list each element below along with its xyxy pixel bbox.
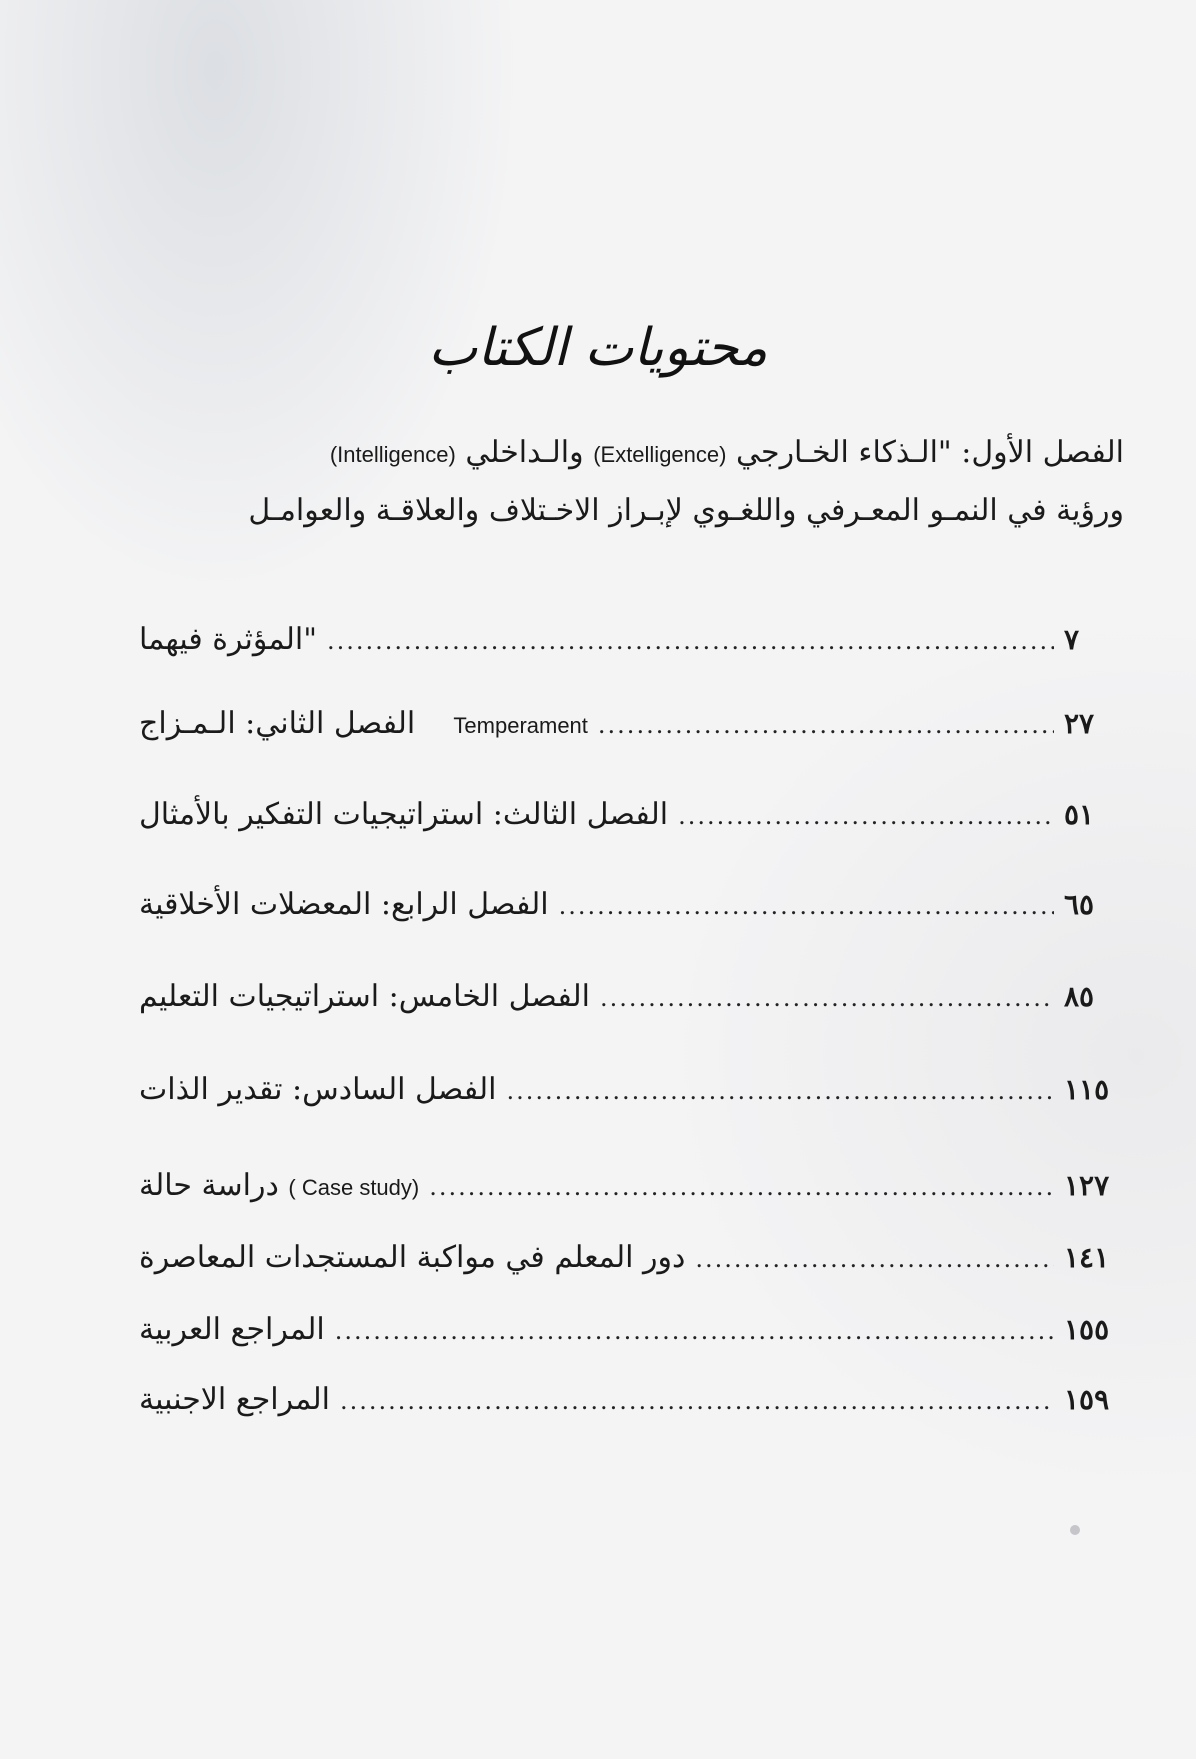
dot-leader [600, 978, 1054, 1018]
dot-leader [598, 705, 1054, 745]
page-number: ١٢٧ [1064, 1169, 1110, 1202]
toc-entry-title: الفصل الثاني: الـمـزاج Temperament [139, 706, 588, 741]
toc-entry-title: المؤثرة فيهما" [139, 622, 317, 657]
dot-leader [695, 1239, 1054, 1279]
dot-leader [327, 621, 1054, 661]
toc-entry-title: دور المعلم في مواكبة المستجدات المعاصرة [139, 1240, 686, 1275]
toc-entry-title: الفصل السادس: تقدير الذات [139, 1072, 497, 1107]
toc-entry-title: المراجع العربية [139, 1312, 325, 1347]
page-number: ٢٧ [1064, 707, 1095, 740]
dot-leader [429, 1167, 1054, 1207]
toc-entry-chapter-1 [139, 425, 1124, 539]
paper-smudge [1070, 1525, 1080, 1535]
toc-entry-chapter-5 [139, 977, 1124, 1018]
page-number: ٥١ [1064, 798, 1095, 831]
toc-entry-chapter-4 [139, 885, 1124, 926]
dot-leader [335, 1311, 1054, 1351]
toc-entry-case-study [139, 1166, 1124, 1208]
dot-leader [678, 796, 1054, 836]
page-title: محتويات الكتاب [428, 318, 768, 378]
toc-entry-title: الفصل الرابع: المعضلات الأخلاقية [139, 887, 549, 922]
toc-entry-arabic-references [139, 1310, 1124, 1351]
page-number: ٧ [1064, 623, 1080, 656]
page-number: ١١٥ [1064, 1073, 1110, 1106]
toc-entry-title: الفصل الخامس: استراتيجيات التعليم [139, 979, 590, 1014]
dot-leader [340, 1381, 1054, 1421]
dot-leader [506, 1071, 1054, 1111]
toc-entry-title: دراسة حالة ( Case study) [139, 1168, 420, 1203]
toc-entry-foreign-references [139, 1380, 1124, 1421]
page-number: ٨٥ [1064, 980, 1095, 1013]
toc-entry-title: الفصل الثالث: استراتيجيات التفكير بالأمثال [139, 797, 669, 832]
chapter-1-line-1: الفصل الأول: "الـذكاء الخـارجي (Extelligence) والـداخلي (Intelligence) [329, 435, 1124, 470]
chapter-1-line-2: ورؤية في النمـو المعـرفي واللغـوي لإبـراز الاخـتلاف والعلاقـة والعوامـل [248, 493, 1124, 528]
page-number: ١٤١ [1064, 1241, 1110, 1274]
toc-entry-chapter-6 [139, 1070, 1124, 1111]
dot-leader [559, 886, 1054, 926]
page-number: ٦٥ [1064, 888, 1095, 921]
toc-entry-teacher-role [139, 1238, 1124, 1279]
toc-entry-title: المراجع الاجنبية [139, 1382, 330, 1417]
page-number: ١٥٥ [1064, 1313, 1110, 1346]
toc-entry-chapter-2 [139, 704, 1124, 746]
page-number: ١٥٩ [1064, 1383, 1110, 1416]
toc-entry-chapter-1-tail [139, 620, 1124, 661]
toc-entry-chapter-3 [139, 795, 1124, 836]
